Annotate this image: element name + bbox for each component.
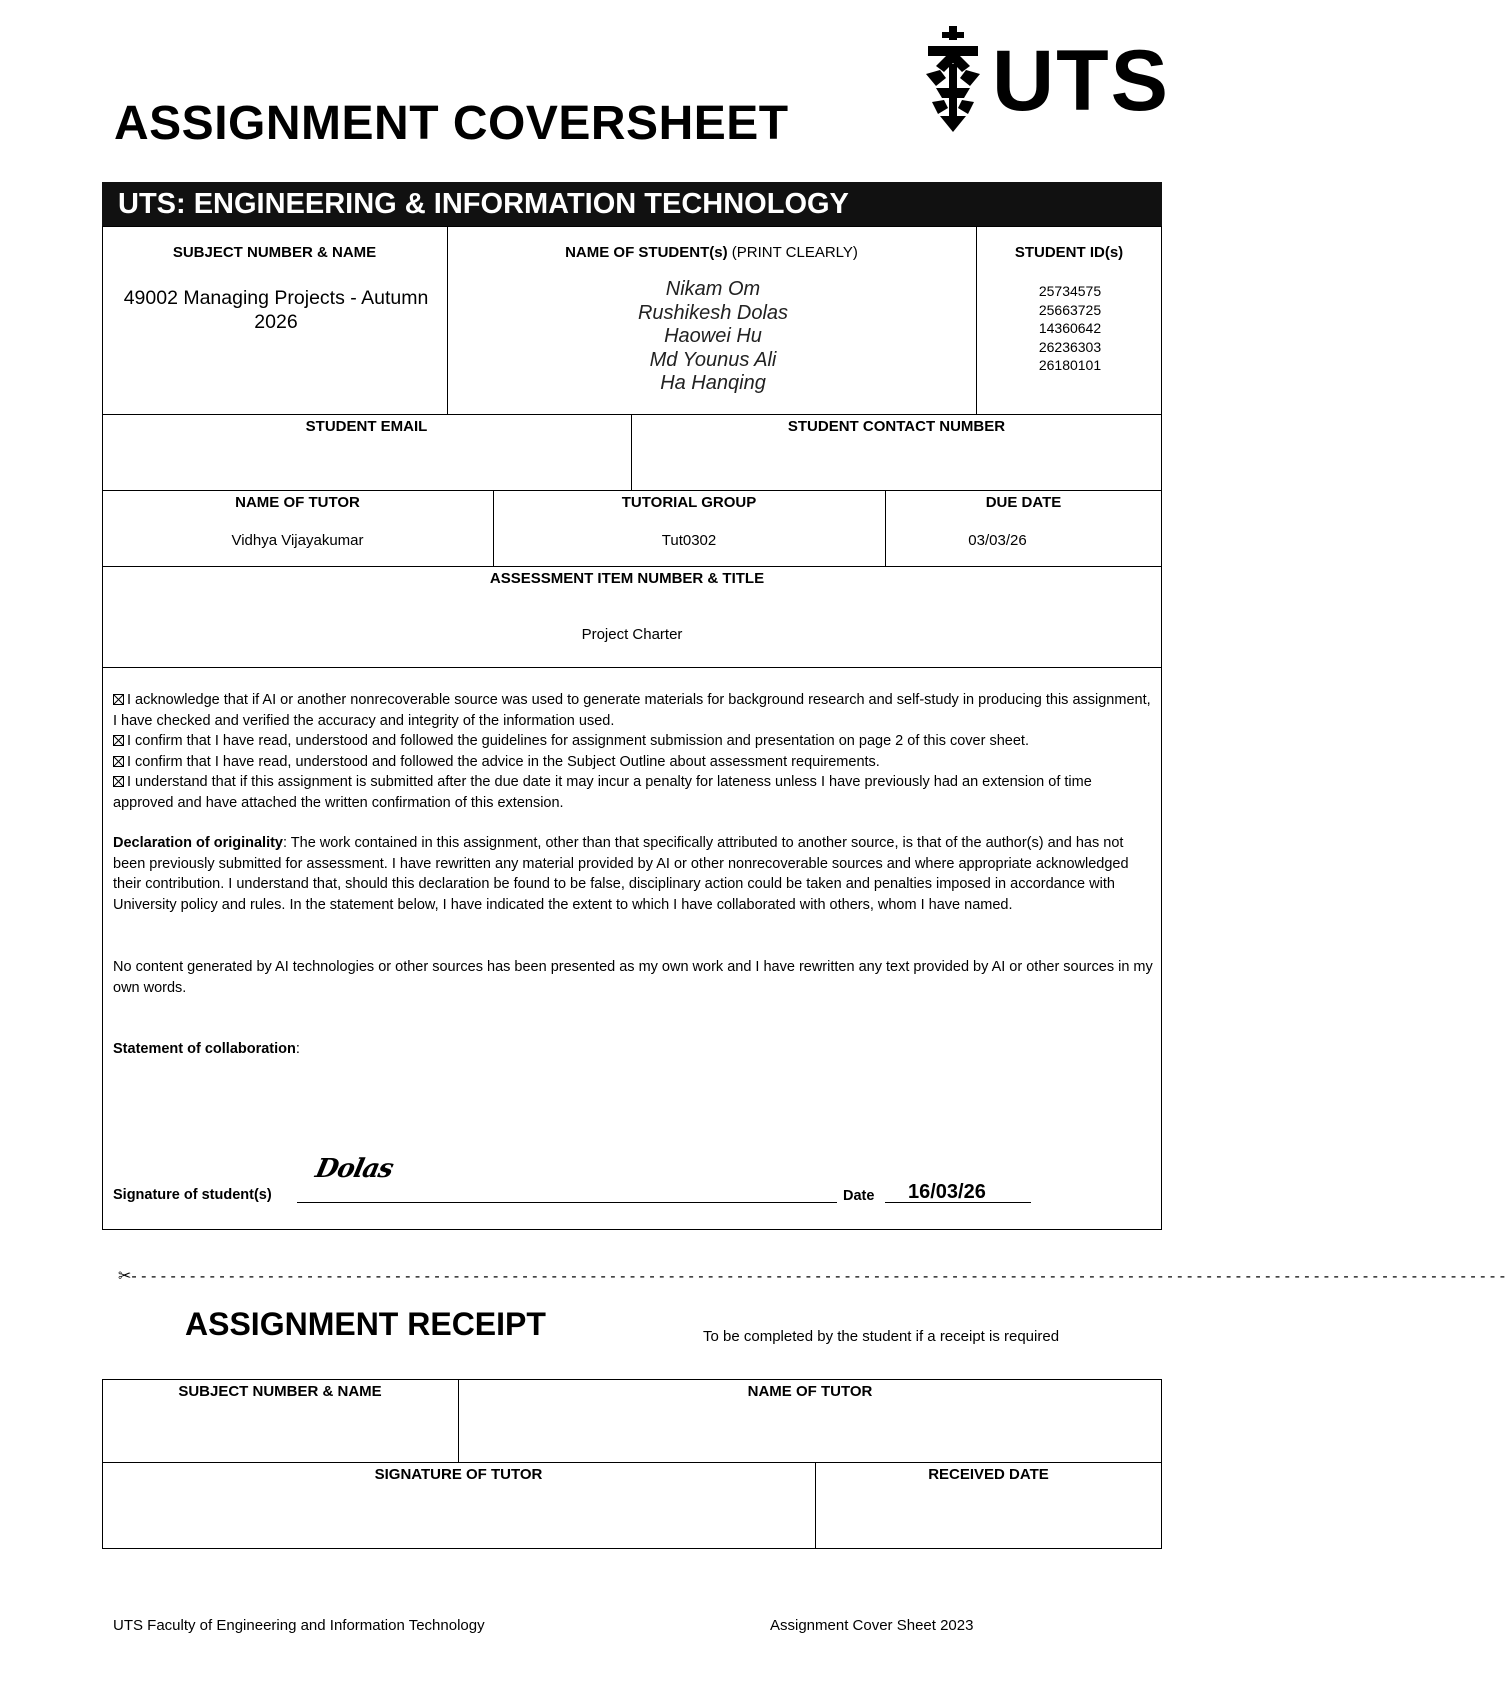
- checked-box-icon[interactable]: [113, 694, 124, 705]
- students-list: [450, 278, 976, 396]
- faculty-band: UTS: ENGINEERING & INFORMATION TECHNOLOGY: [102, 182, 1162, 226]
- student-name: Md Younus Ali: [649, 348, 777, 371]
- students-label-note: (PRINT CLEARLY): [727, 244, 858, 261]
- tutorial-group-value: Tut0302: [661, 532, 717, 549]
- students-label-text: NAME OF STUDENT(s): [565, 244, 728, 261]
- ai-statement: No content generated by AI technologies or other sources has been presented as my own work and I have rewritten any text provided by AI or other sources in my own words.: [113, 959, 1153, 996]
- footer-right: Assignment Cover Sheet 2023: [770, 1617, 974, 1634]
- declaration-heading: Declaration of originality: [113, 835, 283, 851]
- cut-line: ✂- - - - - - - - - - - - - - - - - - - - - - - - - - - - - - - - - - - - - - - - - - - - - - - - - - - - - - - - - - - - - - - - - - - - - - - - - - - - - - - - - - - - - - - - - - - - - - - - - - - - - - - - - - - - - - - - - - - - - - - - - - - - - - - - - - - - - - - - - - - - -: [118, 1268, 1505, 1285]
- checked-box-icon[interactable]: [113, 735, 124, 746]
- checked-box-icon[interactable]: [113, 776, 124, 787]
- subject-value: 49002 Managing Projects - Autumn 2026: [123, 287, 429, 333]
- declaration-body: : The work contained in this assignment, other than that specifically attributed to another source, is that of the author(s) and has not been previously submitted for assessment. I have rewritten any material provided by AI or other nonrecoverable sources and where appropriate acknowledged their contribution. I understand that, should this declaration be found to be false, disciplinary action could be taken and penalties imposed in accordance with University policy and rules. In the statement below, I have indicated the extent to which I have collaborated with others, whom I have named.: [113, 835, 1129, 913]
- uts-logo-text: UTS: [992, 33, 1170, 129]
- receipt-note: To be completed by the student if a receipt is required: [703, 1328, 1060, 1345]
- page-title: ASSIGNMENT COVERSHEET: [114, 97, 789, 150]
- student-name: Ha Hanqing: [660, 372, 766, 394]
- declaration-of-originality: [113, 833, 1153, 915]
- collaboration-colon: :: [295, 1041, 300, 1057]
- tutor-label: NAME OF TUTOR: [235, 494, 360, 511]
- acknowledgement-item: [113, 772, 1153, 813]
- acknowledgement-text: I understand that if this assignment is submitted after the due date it may incur a penalty for lateness unless I have previously had an extension of time approved and have attached the written confirmation of this extension.: [113, 774, 1092, 811]
- student-id: 14360642: [1038, 320, 1102, 336]
- receipt-title: ASSIGNMENT RECEIPT: [185, 1306, 546, 1342]
- receipt-subject-label: SUBJECT NUMBER & NAME: [178, 1383, 382, 1400]
- receipt-form: [102, 1379, 1162, 1549]
- student-ids-list: [980, 282, 1160, 375]
- assessment-item-value: Project Charter: [581, 626, 683, 643]
- subject-label: SUBJECT NUMBER & NAME: [172, 244, 377, 261]
- date-label: Date: [843, 1188, 875, 1204]
- student-id: 25663725: [1038, 301, 1102, 318]
- student-name: Haowei Hu: [664, 325, 762, 347]
- signature-date-value: 16/03/26: [908, 1181, 986, 1203]
- collaboration-heading: Statement of collaboration: [113, 1041, 296, 1057]
- collaboration-statement: [113, 1039, 1153, 1060]
- due-date-label: DUE DATE: [985, 494, 1062, 511]
- student-signature: Dolas: [312, 1154, 396, 1184]
- uts-crest-icon: [918, 24, 988, 134]
- footer-left: UTS Faculty of Engineering and Information Technology: [113, 1617, 485, 1634]
- student-id: 26236303: [1038, 338, 1102, 355]
- uts-logo: [918, 24, 1170, 134]
- signature-field[interactable]: [297, 1190, 837, 1203]
- assessment-item-label: ASSESSMENT ITEM NUMBER & TITLE: [489, 570, 765, 587]
- tutorial-group-label: TUTORIAL GROUP: [621, 494, 757, 511]
- due-date-value: 03/03/26: [968, 532, 1027, 549]
- tutor-value: Vidhya Vijayakumar: [231, 532, 364, 549]
- acknowledgement-item: [113, 752, 1153, 773]
- student-name: Rushikesh Dolas: [637, 301, 789, 324]
- acknowledgements: [113, 690, 1153, 813]
- received-date-label: RECEIVED DATE: [928, 1466, 1049, 1483]
- acknowledgement-text: I confirm that I have read, understood and followed the advice in the Subject Outline about assessment requirements.: [127, 753, 880, 770]
- students-label: [447, 244, 976, 261]
- acknowledgement-item: [113, 690, 1153, 731]
- signature-label: Signature of student(s): [113, 1187, 272, 1203]
- student-email-label: STUDENT EMAIL: [305, 418, 428, 435]
- student-name: Nikam Om: [665, 278, 761, 300]
- checked-box-icon[interactable]: [113, 756, 124, 767]
- tutor-signature-label: SIGNATURE OF TUTOR: [374, 1466, 543, 1483]
- acknowledgement-text: I confirm that I have read, understood and followed the guidelines for assignment submission and presentation on page 2 of this cover sheet.: [127, 733, 1029, 749]
- student-id: 26180101: [1038, 357, 1102, 373]
- student-ids-label: STUDENT ID(s): [1014, 244, 1124, 261]
- scissors-icon: ✂: [118, 1268, 132, 1285]
- acknowledgement-item: [113, 731, 1153, 752]
- receipt-tutor-label: NAME OF TUTOR: [747, 1383, 873, 1400]
- student-id: 25734575: [1038, 283, 1102, 299]
- acknowledgement-text: I acknowledge that if AI or another nonrecoverable source was used to generate materials for background research and self-study in producing this assignment, I have checked and verified the accuracy and integrity of the information used.: [113, 692, 1151, 729]
- student-contact-label: STUDENT CONTACT NUMBER: [787, 418, 1006, 435]
